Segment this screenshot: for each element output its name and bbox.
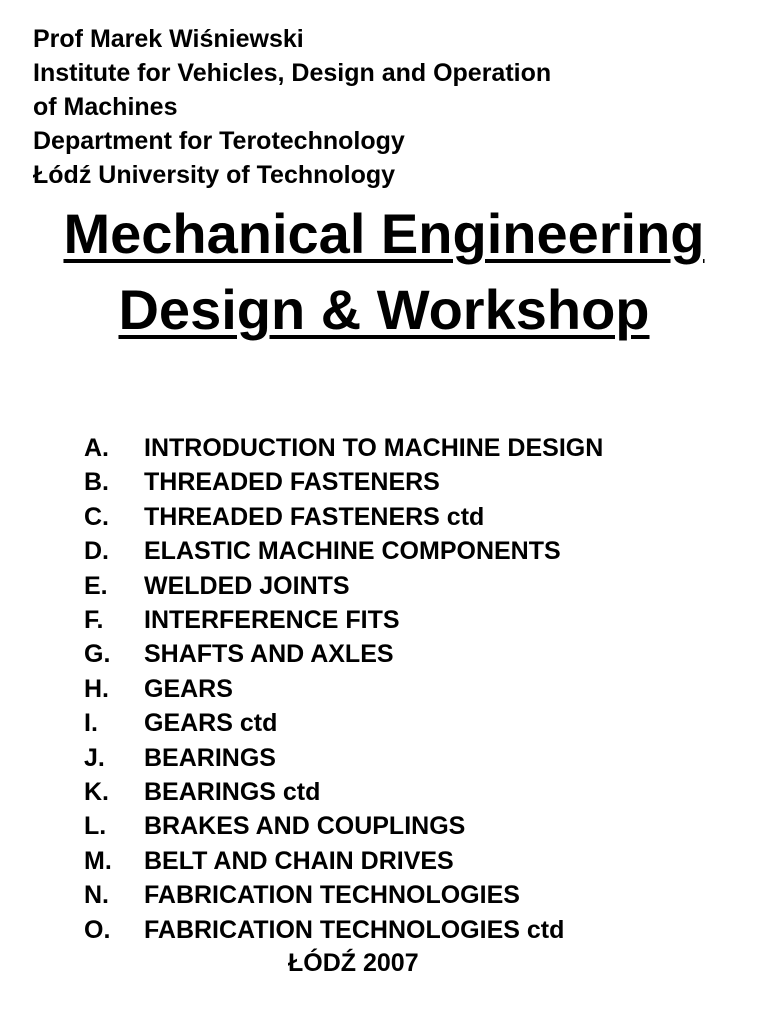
contents-letter: O. [84, 915, 111, 944]
contents-letter: K. [84, 778, 109, 807]
contents-item [84, 637, 744, 671]
contents-item [84, 431, 744, 465]
table-of-contents [84, 431, 744, 947]
contents-letter: M. [84, 846, 112, 875]
contents-letter: J. [84, 743, 105, 772]
contents-letter: C. [84, 502, 109, 531]
contents-letter: B. [84, 468, 109, 497]
contents-letter: H. [84, 674, 109, 703]
contents-text: BRAKES AND COUPLINGS [144, 812, 466, 841]
contents-text: BEARINGS [144, 743, 276, 772]
contents-item [84, 672, 744, 706]
contents-letter: L. [84, 812, 107, 841]
contents-text: WELDED JOINTS [144, 571, 350, 600]
contents-item [84, 913, 744, 947]
contents-letter: N. [84, 881, 109, 910]
institute-line: Institute for Vehicles, Design and Operation [33, 59, 552, 87]
contents-text: FABRICATION TECHNOLOGIES [144, 881, 520, 910]
contents-text: SHAFTS AND AXLES [144, 640, 394, 669]
contents-letter: A. [84, 434, 109, 462]
contents-item [84, 569, 744, 603]
department-line: Department for Terotechnology [33, 127, 405, 155]
contents-item [84, 809, 744, 843]
contents-text: INTERFERENCE FITS [144, 606, 400, 635]
contents-text: THREADED FASTENERS [144, 468, 440, 497]
contents-text: ELASTIC MACHINE COMPONENTS [144, 537, 561, 566]
contents-item [84, 775, 744, 809]
title-line-1 [0, 196, 768, 272]
contents-item [84, 741, 744, 775]
contents-letter: E. [84, 571, 108, 600]
contents-text: THREADED FASTENERS ctd [144, 502, 485, 531]
contents-letter: I. [84, 709, 98, 738]
institute-line-continued: of Machines [33, 93, 178, 121]
contents-text: GEARS ctd [144, 709, 278, 738]
contents-item [84, 534, 744, 568]
title-line-2 [0, 272, 768, 348]
title-text-2: Design & Workshop [118, 278, 650, 341]
place-and-year: ŁÓDŹ 2007 [288, 949, 419, 977]
contents-item [84, 603, 744, 637]
title-text-1: Mechanical Engineering [63, 202, 705, 265]
contents-item [84, 844, 744, 878]
university-line: Łódź University of Technology [33, 161, 396, 189]
contents-text: INTRODUCTION TO MACHINE DESIGN [144, 434, 604, 462]
contents-text: BEARINGS ctd [144, 778, 321, 807]
contents-text: GEARS [144, 674, 233, 703]
contents-letter: F. [84, 606, 104, 635]
document-title [0, 196, 768, 348]
contents-item [84, 706, 744, 740]
contents-letter: G. [84, 640, 111, 669]
contents-text: FABRICATION TECHNOLOGIES ctd [144, 915, 565, 944]
contents-item [84, 878, 744, 912]
contents-item [84, 500, 744, 534]
author-name: Prof Marek Wiśniewski [33, 25, 304, 53]
contents-letter: D. [84, 537, 109, 566]
author-block [33, 22, 733, 192]
contents-text: BELT AND CHAIN DRIVES [144, 846, 454, 875]
contents-item [84, 465, 744, 499]
